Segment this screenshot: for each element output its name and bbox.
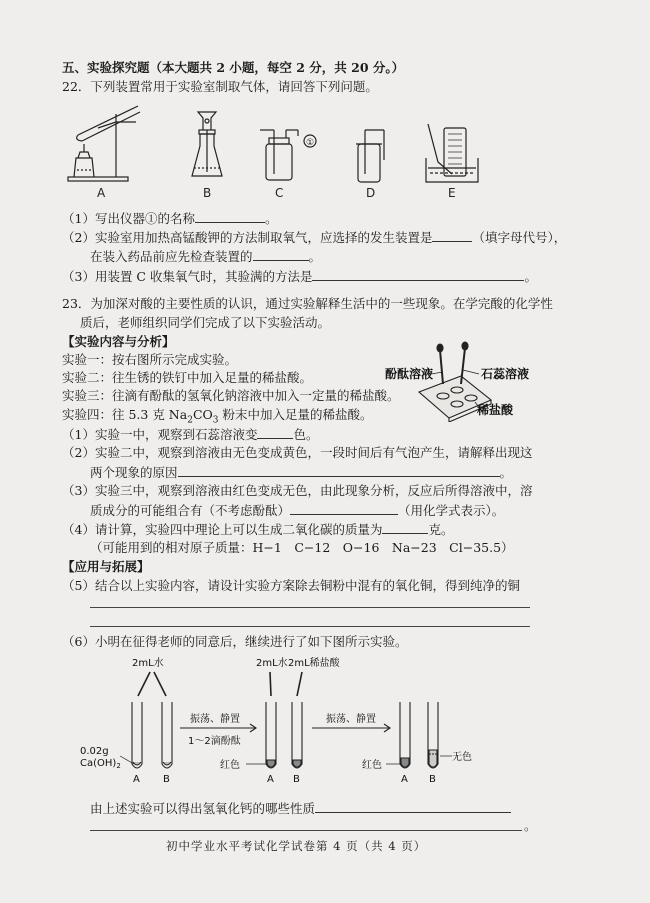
q23-stem-2: 质后，老师组织同学们完成了以下实验活动。 xyxy=(80,315,331,330)
answer-blank[interactable] xyxy=(195,210,265,223)
tube-label: A xyxy=(267,774,274,784)
label-litmus: 石蕊溶液 xyxy=(481,367,530,381)
label-water-2: 2mL水 xyxy=(256,658,288,669)
q23-stem-1: 23．为加深对酸的主要性质的认识，通过实验解释生活中的一些现象。在学完酸的化学性 xyxy=(62,296,553,311)
q22-part3: （3）用装置 C 收集氧气时，其验满的方法是 。 xyxy=(62,269,537,284)
q23-answer2a: （2）实验二中，观察到溶液由无色变成黄色，一段时间后有气泡产生，请解释出现这 xyxy=(62,445,533,460)
label-e: E xyxy=(448,186,456,200)
apparatus-a-icon xyxy=(68,106,140,181)
answer-blank[interactable] xyxy=(382,521,428,534)
label-step1: 振荡、静置 xyxy=(190,714,240,725)
label-caoh: $Ca(OH)_2$ xyxy=(80,758,121,770)
answer-blank[interactable] xyxy=(253,248,309,261)
label-red-2: 红色 xyxy=(362,760,382,771)
q22-stem: 22．下列装置常用于实验室制取气体，请回答下列问题。 xyxy=(62,79,378,94)
apparatus-d-icon xyxy=(356,130,384,182)
answer-blank[interactable] xyxy=(178,464,500,477)
tube-label: B xyxy=(429,774,436,784)
label-mass: 0.02g xyxy=(80,746,109,757)
q22-part2b: 在装入药品前应先检查装置的 。 xyxy=(90,249,322,264)
q23-answer1: （1）实验一中，观察到石蕊溶液变 色。 xyxy=(62,427,319,442)
q23-answer3b: 质成分的可能组合有（不考虑酚酞） （用化学式表示）。 xyxy=(90,503,505,518)
q22-apparatus-figure xyxy=(60,100,500,200)
label-phenolphthalein: 酚酞溶液 xyxy=(385,367,434,381)
label-a: A xyxy=(97,186,106,200)
q23-conclusion: 由上述实验可以得出氢氧化钙的哪些性质 xyxy=(90,800,511,817)
page-footer: 初中学业水平考试化学试卷第 4 页（共 4 页） xyxy=(166,839,427,853)
answer-blank[interactable] xyxy=(432,229,472,242)
q23-answer2b: 两个现象的原因 。 xyxy=(90,465,513,480)
q23-exp3: 实验三：往滴有酚酞的氢氧化钠溶液中加入一定量的稀盐酸。 xyxy=(62,388,400,403)
q22-part2a: （2）实验室用加热高锰酸钾的方法制取氧气，应选择的发生装置是 （填字母代号）， xyxy=(62,230,567,245)
label-water-1: 2mL水 xyxy=(132,658,164,669)
label-colorless: 无色 xyxy=(452,752,472,763)
q23-atomic-masses: （可能用到的相对原子质量：H−1 C−12 O−16 Na−23 Cl−35.5） xyxy=(90,540,514,555)
answer-blank[interactable] xyxy=(290,502,398,515)
q23-answer4: （4）请计算，实验四中理论上可以生成二氧化碳的质量为 克。 xyxy=(62,522,454,537)
answer-blank[interactable] xyxy=(315,800,511,813)
apparatus-b-icon xyxy=(192,112,222,176)
section-title: 五、实验探究题（本大题共 2 小题，每空 2 分，共 20 分。） xyxy=(62,60,405,75)
label-step1-phenol: 1～2滴酚酞 xyxy=(188,736,241,747)
tube-label: A xyxy=(401,774,408,784)
answer-blank[interactable] xyxy=(257,426,293,439)
tube-label: A xyxy=(133,774,140,784)
q23-answer5: （5）结合以上实验内容，请设计实验方案除去铜粉中混有的氧化铜，得到纯净的铜 xyxy=(62,578,520,593)
answer-line[interactable] xyxy=(90,626,530,627)
label-b: B xyxy=(203,186,212,200)
tube-label: B xyxy=(293,774,300,784)
label-c: C xyxy=(275,186,284,200)
q23-heading-extension: 【应用与拓展】 xyxy=(62,559,150,574)
apparatus-e-icon xyxy=(426,124,478,182)
label-hcl: 稀盐酸 xyxy=(477,403,514,417)
q23-answer3a: （3）实验三中，观察到溶液由红色变成无色，由此现象分析，反应后所得溶液中，溶 xyxy=(62,483,533,498)
q23-heading-content: 【实验内容与分析】 xyxy=(62,334,175,349)
label-acid: 2mL稀盐酸 xyxy=(288,658,340,669)
q23-exp2: 实验二：往生锈的铁钉中加入足量的稀盐酸。 xyxy=(62,370,313,385)
test-tube-figure xyxy=(80,652,480,784)
label-d: D xyxy=(366,186,376,200)
label-red-1: 红色 xyxy=(220,760,240,771)
conclusion-period: 。 xyxy=(524,818,537,833)
q23-exp4: 实验四：往 5.3 克 $Na_2CO_3$ 粉末中加入足量的稀盐酸。 xyxy=(62,407,373,426)
q23-answer6: （6）小明在征得老师的同意后，继续进行了如下图所示实验。 xyxy=(62,634,408,649)
answer-blank[interactable] xyxy=(312,268,524,281)
label-step2: 振荡、静置 xyxy=(326,714,376,725)
q22-part1: （1）写出仪器①的名称 。 xyxy=(62,211,278,226)
tube-label: B xyxy=(163,774,170,784)
answer-line[interactable] xyxy=(90,607,530,608)
marker-one: ① xyxy=(306,138,315,148)
spot-plate-figure xyxy=(385,340,545,422)
answer-line[interactable] xyxy=(90,830,522,831)
q23-exp1: 实验一：按右图所示完成实验。 xyxy=(62,352,238,367)
